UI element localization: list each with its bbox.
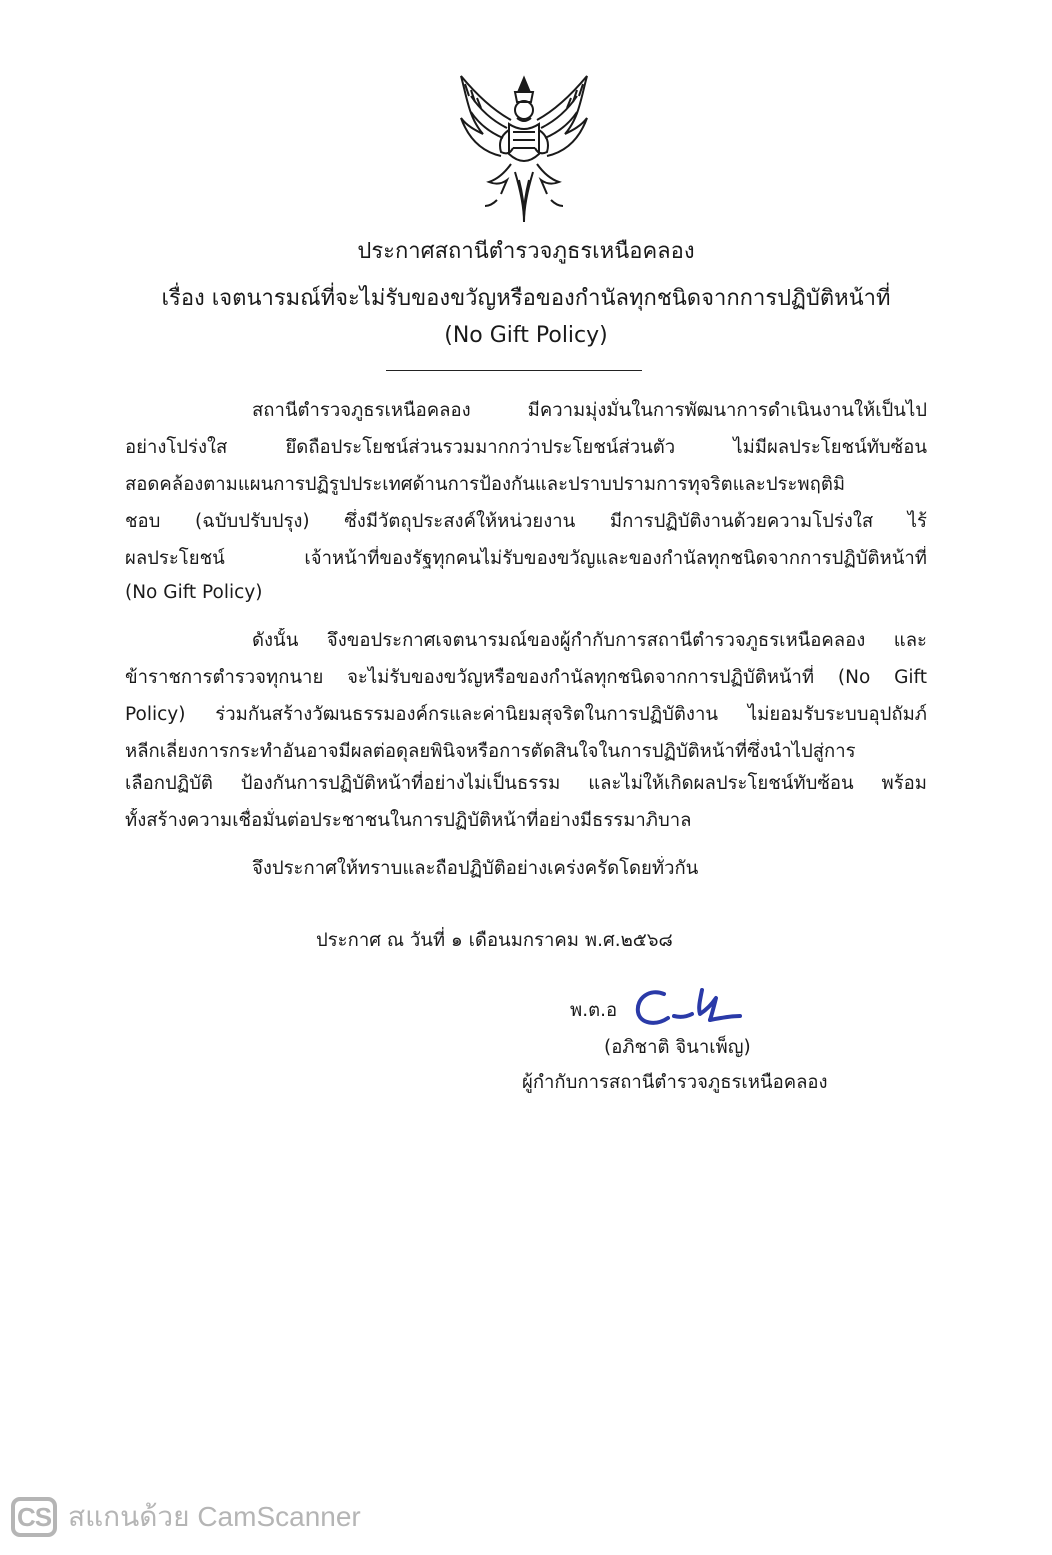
handwritten-signature-icon [630,986,745,1030]
announcement-date: ประกาศ ณ วันที่ ๑ เดือนมกราคม พ.ศ.๒๕๖๘ [316,930,673,951]
camscanner-watermark: สแกนด้วย CamScanner [68,1501,361,1532]
paragraph-1-line: ชอบ (ฉบับปรับปรุง) ซึ่งมีวัตถุประสงค์ให้หน่วยงาน มีการปฏิบัติงานด้วยความโปร่งใส ไร้ [125,511,927,532]
document-title: ประกาศสถานีตำรวจภูธรเหนือคลอง [357,239,695,264]
paragraph-1-line: (No Gift Policy) [125,582,263,603]
signer-position: ผู้กำกับการสถานีตำรวจภูธรเหนือคลอง [522,1072,828,1093]
camscanner-logo-icon: CS [11,1497,57,1537]
paragraph-1-line: อย่างโปร่งใส ยึดถือประโยชน์ส่วนรวมมากกว่าประโยชน์ส่วนตัว ไม่มีผลประโยชน์ทับซ้อน [125,437,927,458]
garuda-emblem-icon [449,68,599,228]
signer-name: (อภิชาติ จินาเพ็ญ) [604,1037,751,1058]
paragraph-2-line: ข้าราชการตำรวจทุกนาย จะไม่รับของขวัญหรือของกำนัลทุกชนิดจากการปฏิบัติหน้าที่ (No Gift [125,667,927,688]
paragraph-1-line: สถานีตำรวจภูธรเหนือคลอง มีความมุ่งมั่นในการพัฒนาการดำเนินงานให้เป็นไป [252,400,927,421]
paragraph-2-line: ดังนั้น จึงขอประกาศเจตนารมณ์ของผู้กำกับการสถานีตำรวจภูธรเหนือคลอง และ [252,630,927,651]
paragraph-1-line: ผลประโยชน์ เจ้าหน้าที่ของรัฐทุกคนไม่รับของขวัญและของกำนัลทุกชนิดจากการปฏิบัติหน้าที่ [125,548,927,569]
policy-subtitle: (No Gift Policy) [444,323,608,348]
paragraph-2-line: หลีกเลี่ยงการกระทำอันอาจมีผลต่อดุลยพินิจหรือการตัดสินใจในการปฏิบัติหน้าที่ซึ่งนำไปสู่การ [125,741,856,762]
paragraph-2-line: เลือกปฏิบัติ ป้องกันการปฏิบัติหน้าที่อย่างไม่เป็นธรรม และไม่ให้เกิดผลประโยชน์ทับซ้อน พร้อม [125,773,927,794]
paragraph-2-line: ทั้งสร้างความเชื่อมั่นต่อประชาชนในการปฏิบัติหน้าที่อย่างมีธรรมาภิบาล [125,810,692,831]
document-subject: เรื่อง เจตนารมณ์ที่จะไม่รับของขวัญหรือของกำนัลทุกชนิดจากการปฏิบัติหน้าที่ [161,286,891,311]
paragraph-1-line: สอดคล้องตามแผนการปฏิรูปประเทศด้านการป้องกันและปราบปรามการทุจริตและประพฤติมิ [125,474,846,495]
closing-statement: จึงประกาศให้ทราบและถือปฏิบัติอย่างเคร่งครัดโดยทั่วกัน [252,858,699,879]
title-divider [386,370,642,371]
paragraph-2-line: Policy) ร่วมกันสร้างวัฒนธรรมองค์กรและค่านิยมสุจริตในการปฏิบัติงาน ไม่ยอมรับระบบอุปถัมภ์ [125,704,927,725]
signer-rank: พ.ต.อ [570,1000,618,1021]
